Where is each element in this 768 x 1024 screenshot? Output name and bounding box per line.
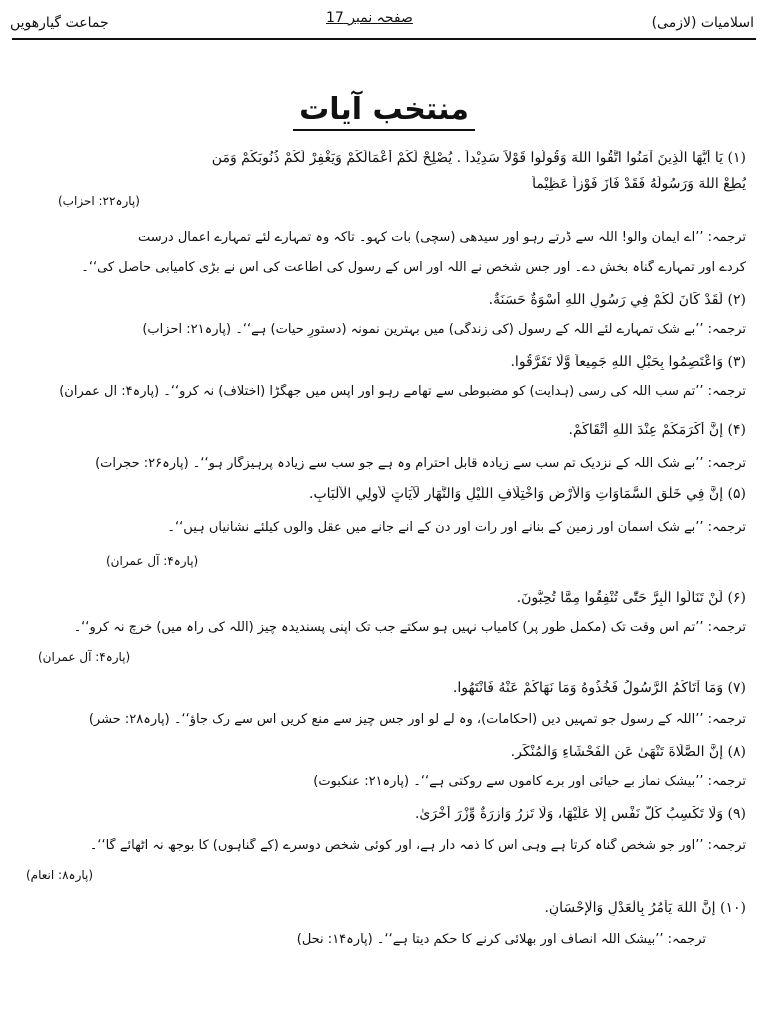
translation-2: ترجمہ: ’’بے شک تمہارے لئے اللہ کے رسول (کی زندگی) میں بہترین نمونہ (دستورِ حیات) ہے‘‘۔ (پارہ۲۱: احزاب) bbox=[142, 322, 746, 337]
subject-label: اسلامیات (لازمی) bbox=[651, 15, 754, 31]
verse-4: (۴) إِنَّ أَكْرَمَكُمْ عِنْدَ اللهِ أَتْقَاكُمْ. bbox=[568, 422, 746, 438]
header-rule bbox=[12, 38, 756, 40]
verse-10: (۱۰) إِنَّ اللهَ يَأْمُرُ بِالْعَدْلِ وَالْإِحْسَانِ. bbox=[544, 900, 746, 916]
surah-reference: (پارہ۲۲: احزاب) bbox=[58, 194, 140, 208]
verse-9: (۹) وَلَا تَكْسِبُ كُلُّ نَفْسٍ إِلَّا عَلَيْهَا، وَلَا تَزِرُ وَازِرَةٌ وِّزْرَ أُخْرَىٰ. bbox=[414, 806, 746, 822]
surah-reference: (پارہ۴: آل عمران) bbox=[38, 650, 131, 664]
surah-reference: (پارہ۴: آل عمران) bbox=[106, 554, 199, 568]
translation-5: ترجمہ: ’’بے شک آسمان اور زمین کے بنانے اور رات اور دن کے آنے جانے میں عقل والوں کیلئے نشانیاں ہیں‘‘۔ bbox=[167, 520, 746, 535]
verse-5: (۵) إِنَّ فِي خَلْقِ السَّمَاوَاتِ وَالْأَرْضِ وَاخْتِلَافِ اللَّيْلِ وَالنَّهَارِ لَآيَاتٍ لِّأُولِي الْأَلْبَابِ. bbox=[309, 486, 746, 502]
surah-reference: (پارہ۸: انعام) bbox=[26, 868, 94, 882]
verse-8: (۸) إِنَّ الصَّلَاةَ تَنْهَىٰ عَنِ الْفَحْشَاءِ وَالْمُنْكَرِ. bbox=[510, 744, 746, 760]
page-title: منتخب آیات bbox=[0, 92, 768, 131]
translation-10: ترجمہ: ’’بیشک اللہ انصاف اور بھلائی کرنے کا حکم دیتا ہے‘‘۔ (پارہ۱۴: نحل) bbox=[296, 932, 706, 947]
verse-7: (۷) وَمَا آتَاكُمُ الرَّسُولُ فَخُذُوهُ وَمَا نَهَاكُمْ عَنْهُ فَانْتَهُوا. bbox=[452, 680, 746, 696]
verse-1-line-2: يُطِعْ اللهَ وَرَسُولَهُ فَقَدْ فَازَ فَوْزاً عَظِيْماً bbox=[532, 176, 746, 192]
translation-8: ترجمہ: ’’بیشک نماز بے حیائی اور برے کاموں سے روکتی ہے‘‘۔ (پارہ۲۱: عنکبوت) bbox=[313, 774, 746, 789]
page-number: صفحہ نمبر 17 bbox=[326, 10, 413, 26]
translation-1-line-1: ترجمہ: ’’اے ایمان والو! اللہ سے ڈرتے رہو اور سیدھی (سچی) بات کہو۔ تاکہ وہ تمہارے لئے تمہارے اعمال درست bbox=[137, 230, 746, 245]
verse-6: (۶) لَنْ تَنَالُوا الْبِرَّ حَتّٰى تُنْفِقُوا مِمَّا تُحِبُّونَ. bbox=[516, 590, 746, 606]
translation-9: ترجمہ: ’’اور جو شخص گناہ کرتا ہے وہی اس کا ذمہ دار ہے، اور کوئی شخص دوسرے (کے گناہوں) کا بوجھ نہ اٹھائے گا‘‘۔ bbox=[89, 838, 746, 853]
verse-1-line-1: (۱) يَا أَيُّهَا الَّذِينَ آمَنُوا اتَّقُوا اللهَ وَقُولُوا قَوْلاً سَدِيْداً . يُصْلِحْ لَكُمْ أَعْمَالَكُمْ وَيَغْفِرْ لَكُمْ ذُنُوبَكُمْ وَمَن bbox=[211, 150, 746, 166]
verse-3: (۳) وَاعْتَصِمُوا بِحَبْلِ اللهِ جَمِيعاً وَّلَا تَفَرَّقُوا. bbox=[510, 354, 746, 370]
translation-6: ترجمہ: ’’تم اس وقت تک (مکمل طور پر) کامیاب نہیں ہو سکتے جب تک اپنی پسندیدہ چیز (اللہ کی راہ میں) خرچ نہ کرو‘‘۔ bbox=[73, 620, 746, 635]
translation-1-line-2: کردے اور تمہارے گناہ بخش دے۔ اور جس شخص نے اللہ اور اس کے رسول کی اطاعت کی اس نے بڑی کامیابی حاصل کی‘‘۔ bbox=[81, 260, 746, 275]
verse-2: (۲) لَقَدْ كَانَ لَكُمْ فِي رَسُولِ اللهِ أُسْوَةٌ حَسَنَةٌ. bbox=[488, 292, 746, 308]
translation-7: ترجمہ: ’’اللہ کے رسول جو تمہیں دیں (احکامات)، وہ لے لو اور جس چیز سے منع کریں اس سے رک جاؤ‘‘۔ (پارہ۲۸: حشر) bbox=[88, 712, 746, 727]
class-label: جماعت گیارھویں bbox=[10, 15, 109, 31]
translation-3: ترجمہ: ’’تم سب اللہ کی رسی (ہدایت) کو مضبوطی سے تھامے رہو اور آپس میں جھگڑا (اختلاف) نہ کرو‘‘۔ (پارہ۴: آل عمران) bbox=[59, 384, 746, 399]
translation-4: ترجمہ: ’’بے شک اللہ کے نزدیک تم سب سے زیادہ قابل احترام وہ ہے جو سب سے زیادہ پرہیزگار ہو‘‘۔ (پارہ۲۶: حجرات) bbox=[95, 456, 746, 471]
